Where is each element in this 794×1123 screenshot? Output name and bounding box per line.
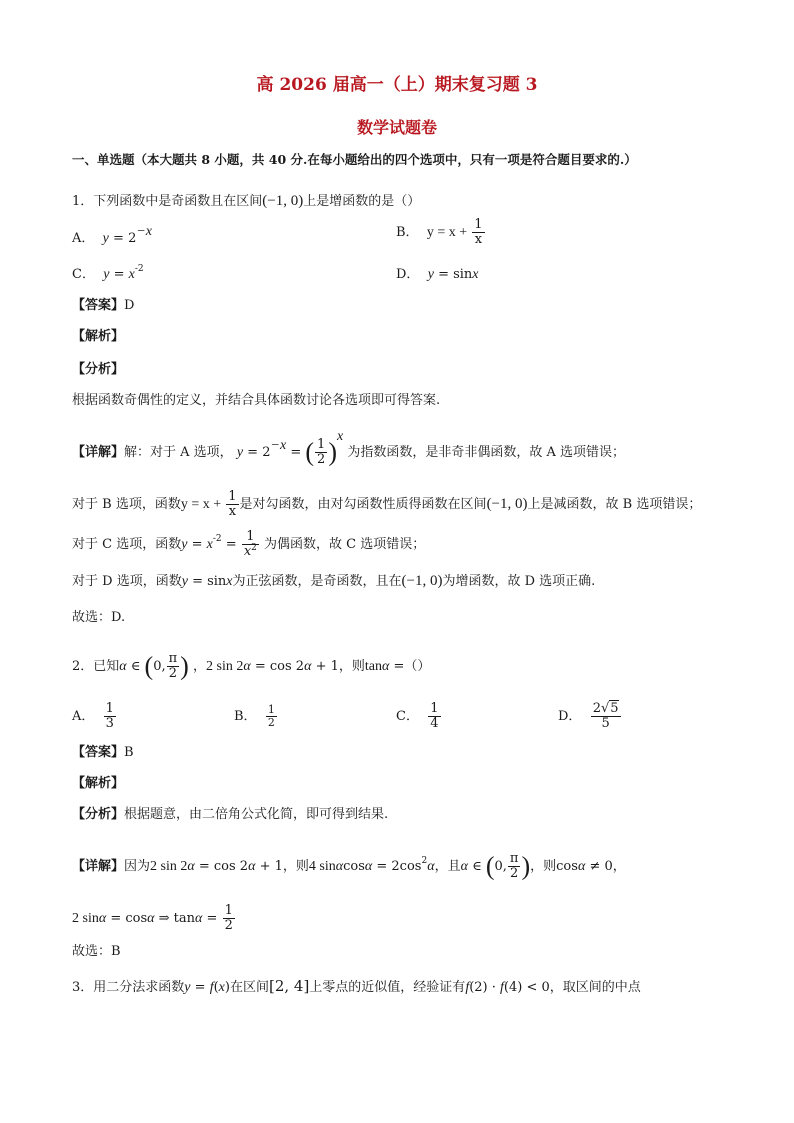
q2-answer: 【答案】B [72,745,134,760]
q1-fenxi-label: 【分析】 [72,362,125,377]
q2-jiexi-label: 【解析】 [72,776,125,791]
q1-detail-b: 对于 B 选项，函数y = x + $\frac{1}{x}$ 是对勾函数，由对勾函数性质得函数在区间(−1, 0)上是减函数，故 B 选项错误； [72,489,702,519]
document-subtitle: 数学试题卷 [356,118,437,137]
q1-answer: 【答案】D [72,298,135,313]
q1-option-c: C． $y = x^{-2}$ [72,264,144,282]
q2-option-b: B． $\frac{1}{2}$ [234,703,275,729]
q1-detail-d: 对于 D 选项，函数y = sinx为正弦函数，是奇函数，且在(−1, 0)为增函数，故 D 选项正确. [72,573,596,589]
question-1-stem: 1．下列函数中是奇函数且在区间(−1, 0)上是增函数的是（） [72,193,421,209]
q1-choice: 故选：D. [72,610,126,625]
q2-option-c: C． $\frac{1}{4}$ [396,701,439,731]
q1-fenxi-text: 根据函数奇偶性的定义，并结合具体函数讨论各选项即可得答案. [72,393,441,408]
q2-detail: 【详解】因为2 sin 2α = cos 2α + 1，则4 $\sin\alpha\cos\alpha = 2\cos^2\alpha$，且α ∈ (0, $\frac{\pi}{2}$ )，则cosα ≠ 0， [72,851,626,881]
q2-detail-result: 2 sinα = cosα ⇒ tanα = $\frac{1}{2}$ [72,903,233,933]
document-title: 高 2026 届高一（上）期末复习题 3 [256,75,538,95]
q1-jiexi-label: 【解析】 [72,329,125,344]
q1-detail-a: 【详解】解：对于 A 选项， $y = 2^{-x}$ = ( $\frac{1}{2}$ )$^x$ 为指数函数，是非奇非偶函数，故 A 选项错误； [72,429,625,467]
q2-option-d: D． $\frac{2√5}{5}$ [558,701,619,731]
q1-option-a: A． $y = 2^{-x}$ [72,224,153,246]
q2-fenxi: 【分析】根据题意，由二倍角公式化简，即可得到结果. [72,807,389,822]
q2-option-a: A． $\frac{1}{3}$ [72,701,114,731]
question-3-stem: 3．用二分法求函数y = f(x)在区间[2, 4]上零点的近似值，经验证有f(2) · f(4) < 0，取区间的中点 [72,977,641,995]
q1-option-d: D． y = sinx [396,267,479,282]
q2-choice: 故选：B [72,944,121,959]
q1-detail-c: 对于 C 选项，函数$y = x^{-2}$ = $\frac{1}{x^2}$ 为偶函数，故 C 选项错误； [72,529,426,559]
section-heading: 一、单选题（本大题共 8 小题，共 40 分.在每小题给出的四个选项中，只有一项是符合题目要求的.） [72,152,637,167]
question-2-stem: 2．已知α ∈ (0, $\frac{\pi}{2}$ ) ，2 sin 2α = cos 2α + 1，则tanα =（） [72,651,431,681]
q1-option-b: B． y = x + $\frac{1}{x}$ [396,217,483,247]
